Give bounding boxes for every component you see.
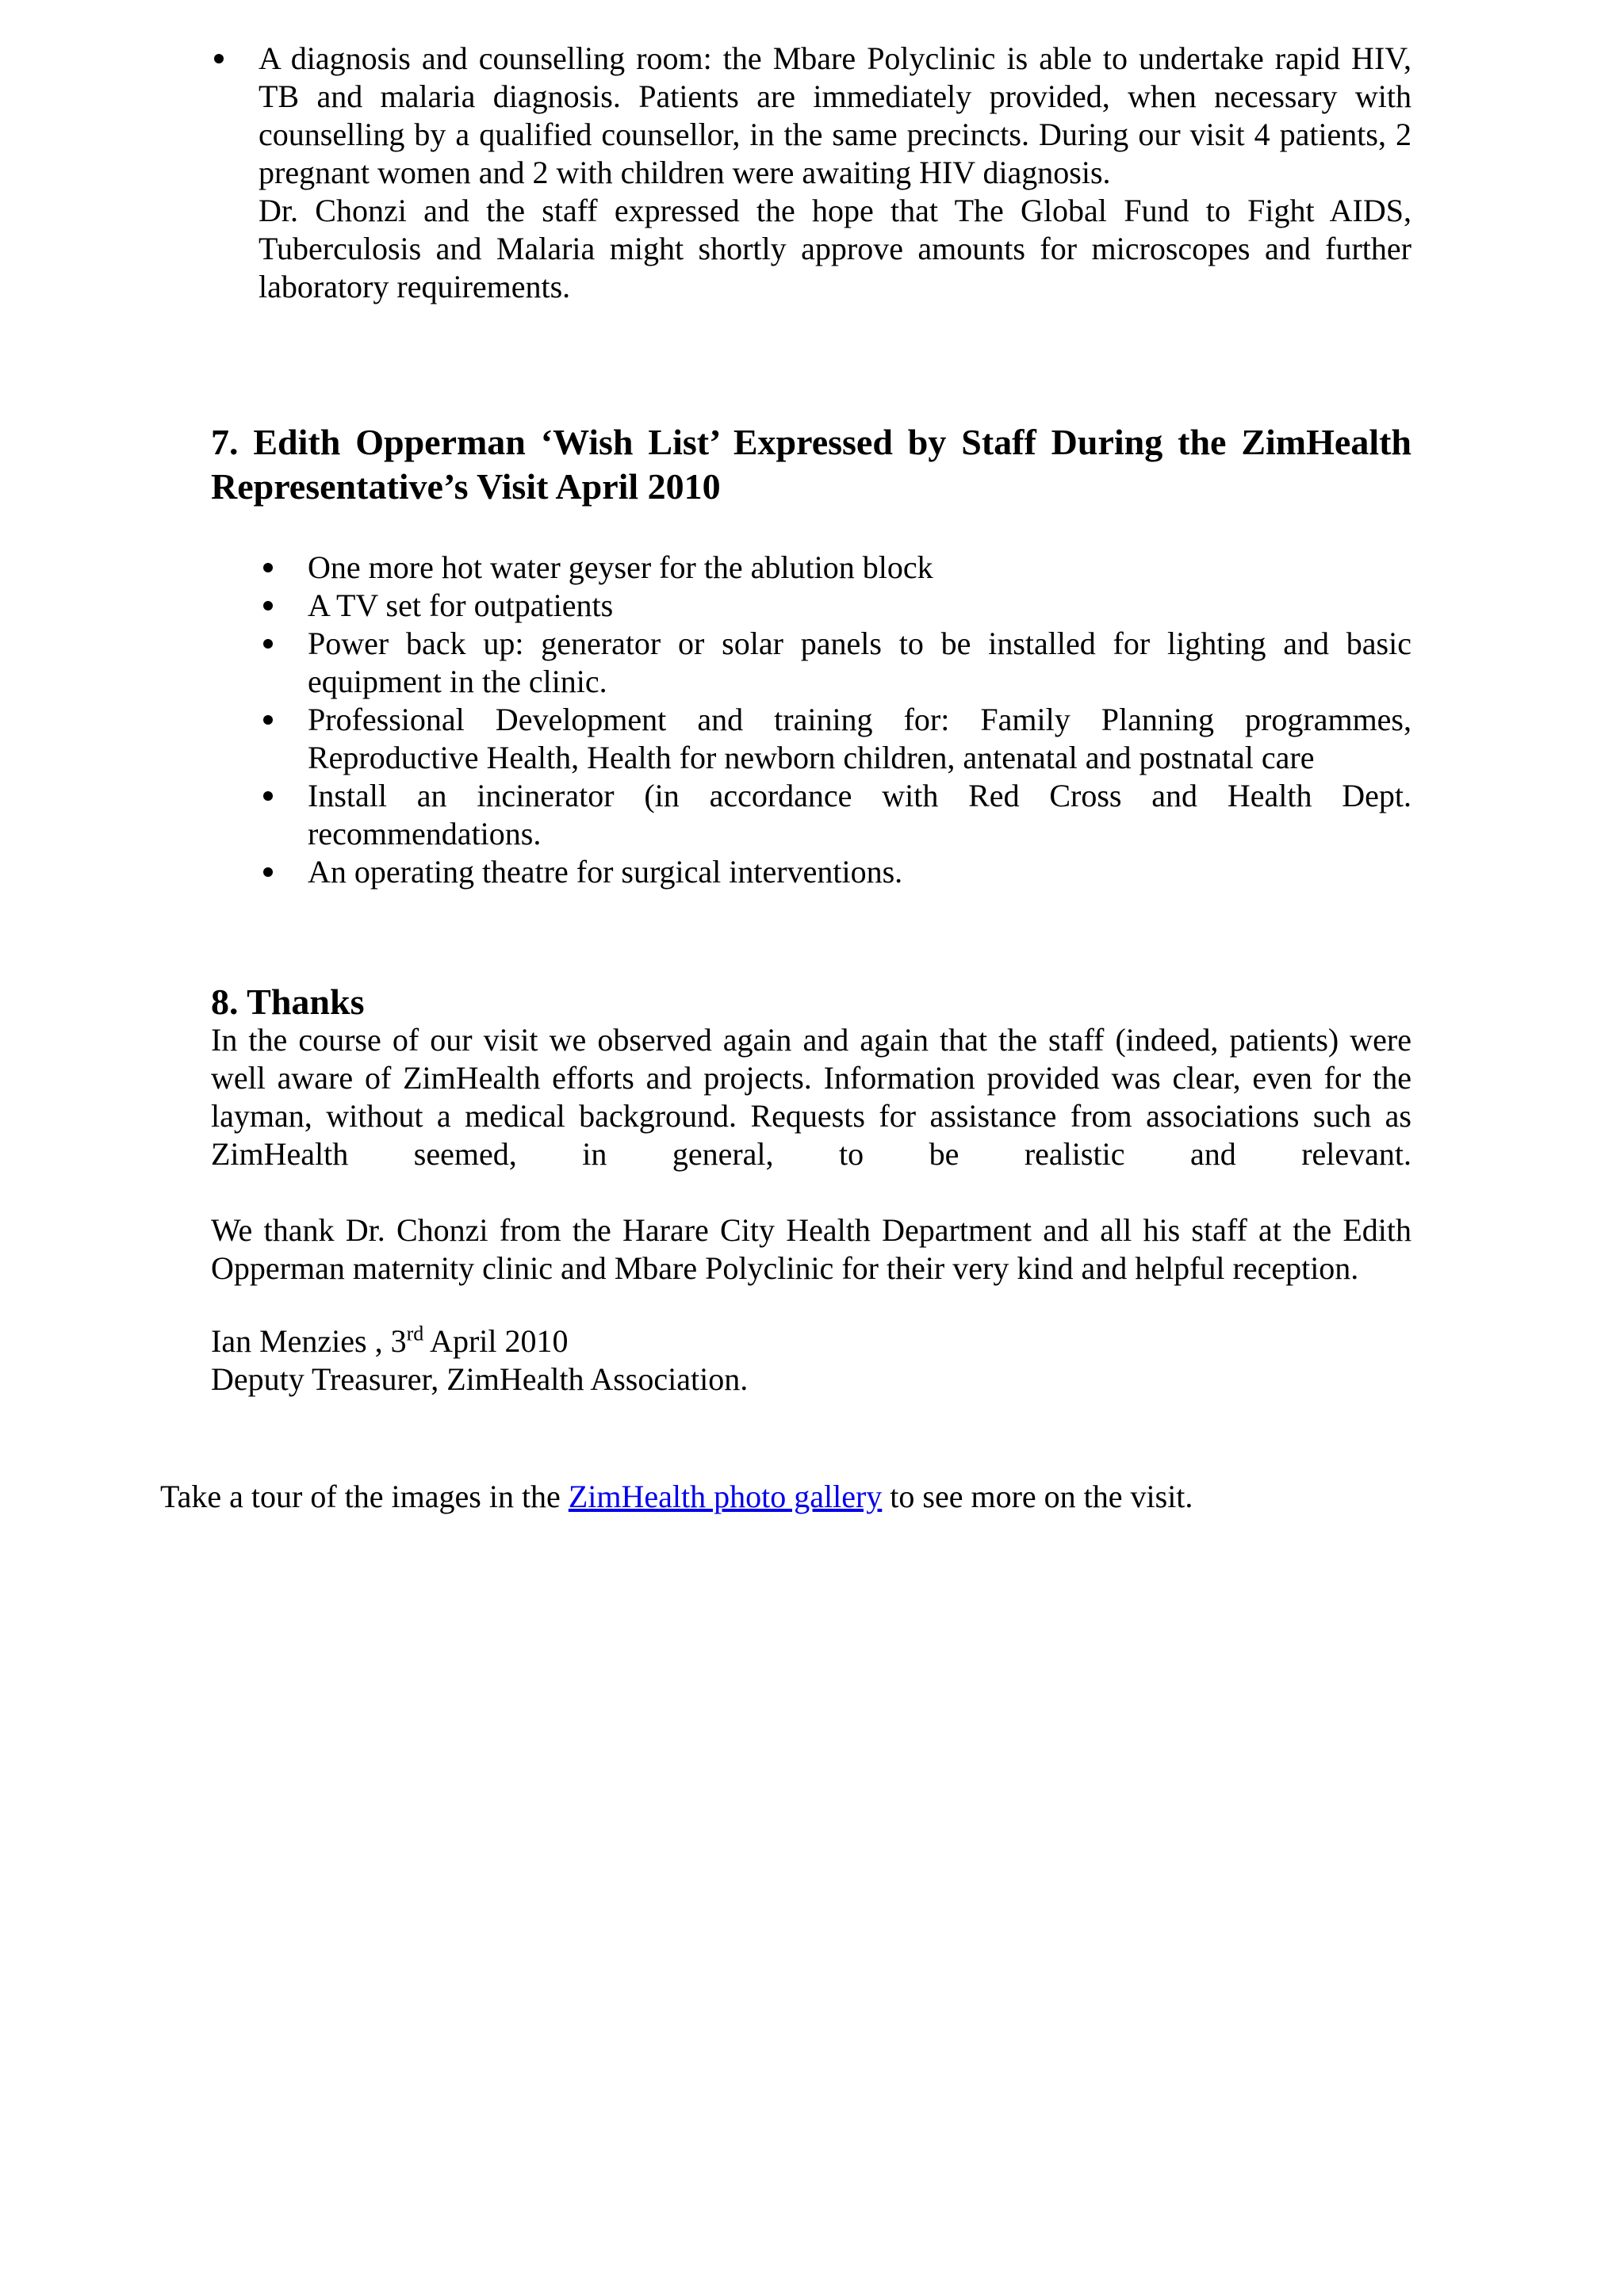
wish-list-item-text: A TV set for outpatients (308, 587, 614, 623)
signature-name: Ian Menzies , 3 (211, 1323, 407, 1359)
acknowledgement-paragraph: We thank Dr. Chonzi from the Harare City Health Department and all his staff at the Edith Opperman maternity clinic and Mbare Polyclinic for their very kind and helpful reception. (211, 1212, 1411, 1286)
global-fund-paragraph: Dr. Chonzi and the staff expressed the hope that The Global Fund to Fight AIDS, Tuberculosis and Malaria might shortly approve amounts for microscopes and further laboratory requirements. (259, 193, 1411, 304)
section-8-heading: 8. Thanks (211, 982, 365, 1022)
bullet-icon (263, 563, 273, 572)
signature-title: Deputy Treasurer, ZimHealth Association. (211, 1361, 749, 1397)
list-item (211, 625, 1411, 701)
list-item (211, 40, 1411, 306)
bullet-icon (263, 791, 273, 801)
list-item (211, 549, 1411, 587)
thanks-paragraph: In the course of our visit we observed again and again that the staff (indeed, patients) were well aware of ZimHealth efforts and projects. Information provided was clear, even for the layman, without a medical background. Requests for assistance from associations such as ZimHealth seemed, in general, to be realistic and relevant. (211, 1022, 1411, 1172)
list-item (211, 701, 1411, 777)
list-item (211, 777, 1411, 853)
diagnosis-bullet-list (211, 40, 1411, 306)
bullet-icon (263, 867, 273, 877)
footer-text-before: Take a tour of the images in the (160, 1479, 569, 1514)
footer-line (160, 1478, 1193, 1516)
signature-block (211, 1322, 1411, 1399)
footer-text-after: to see more on the visit. (882, 1479, 1193, 1514)
diagnosis-paragraph: A diagnosis and counselling room: the Mbare Polyclinic is able to undertake rapid HIV, TB and malaria diagnosis. Patients are immediately provided, when necessary with counselling by a qualified counsellor, in the same precincts. During our visit 4 patients, 2 pregnant women and 2 with children were awaiting HIV diagnosis. (259, 40, 1411, 190)
wish-list-item-text: Professional Development and training for: Family Planning programmes, Reproductive Health, Health for newborn children, antenatal and postnatal care (308, 702, 1411, 775)
photo-gallery-link[interactable]: ZimHealth photo gallery (568, 1479, 883, 1514)
signature-name-date (211, 1322, 1411, 1360)
wish-list-item-text: Power back up: generator or solar panels to be installed for lighting and basic equipment in the clinic. (308, 626, 1411, 699)
wish-list-item-text: Install an incinerator (in accordance with Red Cross and Health Dept. recommendations. (308, 778, 1411, 851)
bullet-icon (263, 715, 273, 725)
wish-list-item-text: An operating theatre for surgical interventions. (308, 854, 903, 890)
list-item (211, 853, 1411, 891)
signature-date: April 2010 (423, 1323, 569, 1359)
section-7-heading: 7. Edith Opperman ‘Wish List’ Expressed by Staff During the ZimHealth Representative’s Visit April 2010 (211, 422, 1411, 507)
wish-list-item-text: One more hot water geyser for the ablution block (308, 549, 933, 585)
bullet-icon (263, 601, 273, 610)
bullet-icon (263, 639, 273, 649)
bullet-icon (214, 54, 224, 63)
date-ordinal: rd (406, 1322, 424, 1345)
wish-list (211, 549, 1411, 891)
list-item (211, 587, 1411, 625)
